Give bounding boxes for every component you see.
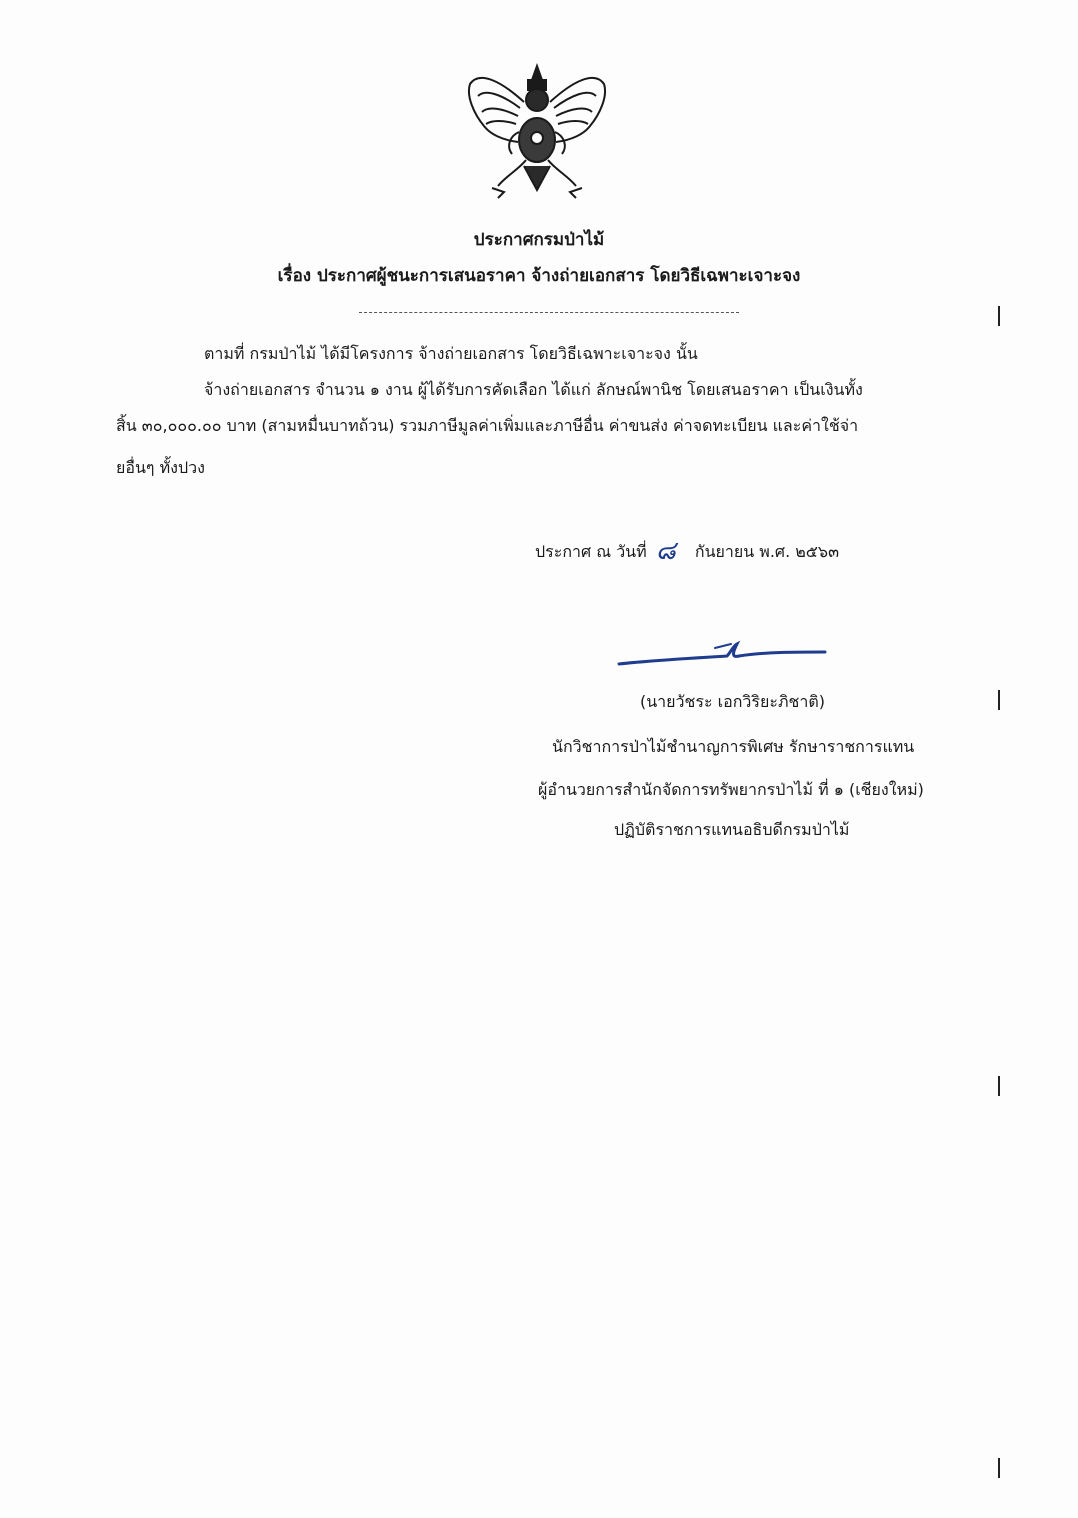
subject-line: เรื่อง ประกาศผู้ชนะการเสนอราคา จ้างถ่ายเอกสาร โดยวิธีเฉพาะเจาะจง [277,266,801,286]
announcement-date [535,530,839,571]
dashed-divider [359,312,739,313]
signatory-position-3: ปฏิบัติราชการแทนอธิบดีกรมป่าไม้ [614,820,850,839]
date-month-year: กันยายน พ.ศ. ๒๕๖๓ [694,542,839,561]
margin-mark [998,1076,1000,1096]
signatory-position-2: ผู้อำนวยการสำนักจัดการทรัพยากรป่าไม้ ที่ ๑ (เชียงใหม่) [538,780,924,799]
paragraph-2-line-2: สิ้น ๓๐,๐๐๐.๐๐ บาท (สามหมื่นบาทถ้วน) รวมภาษีมูลค่าเพิ่มและภาษีอื่น ค่าขนส่ง ค่าจดทะเบียน และค่าใช้จ่า [116,416,859,435]
date-day-handwritten: ๘ [655,536,676,566]
paragraph-1: ตามที่ กรมป่าไม้ ได้มีโครงการ จ้างถ่ายเอกสาร โดยวิธีเฉพาะเจาะจง นั้น [204,344,698,363]
paragraph-2-line-3: ยอื่นๆ ทั้งปวง [116,458,205,477]
signatory-position-1: นักวิชาการป่าไม้ชำนาญการพิเศษ รักษาราชการแทน [552,737,915,756]
paragraph-2-line-1: จ้างถ่ายเอกสาร จำนวน ๑ งาน ผู้ได้รับการคัดเลือก ได้แก่ ลักษณ์พานิช โดยเสนอราคา เป็นเงินทั้ง [204,380,863,399]
garuda-emblem-icon [462,62,612,202]
margin-mark [998,1458,1000,1478]
date-prefix: ประกาศ ณ วันที่ [535,542,647,561]
margin-mark [998,690,1000,710]
signatory-name: (นายวัชระ เอกวิริยะภิชาติ) [640,692,825,711]
organization-title: ประกาศกรมป่าไม้ [473,230,605,250]
margin-mark [998,306,1000,326]
handwritten-signature [615,632,830,676]
